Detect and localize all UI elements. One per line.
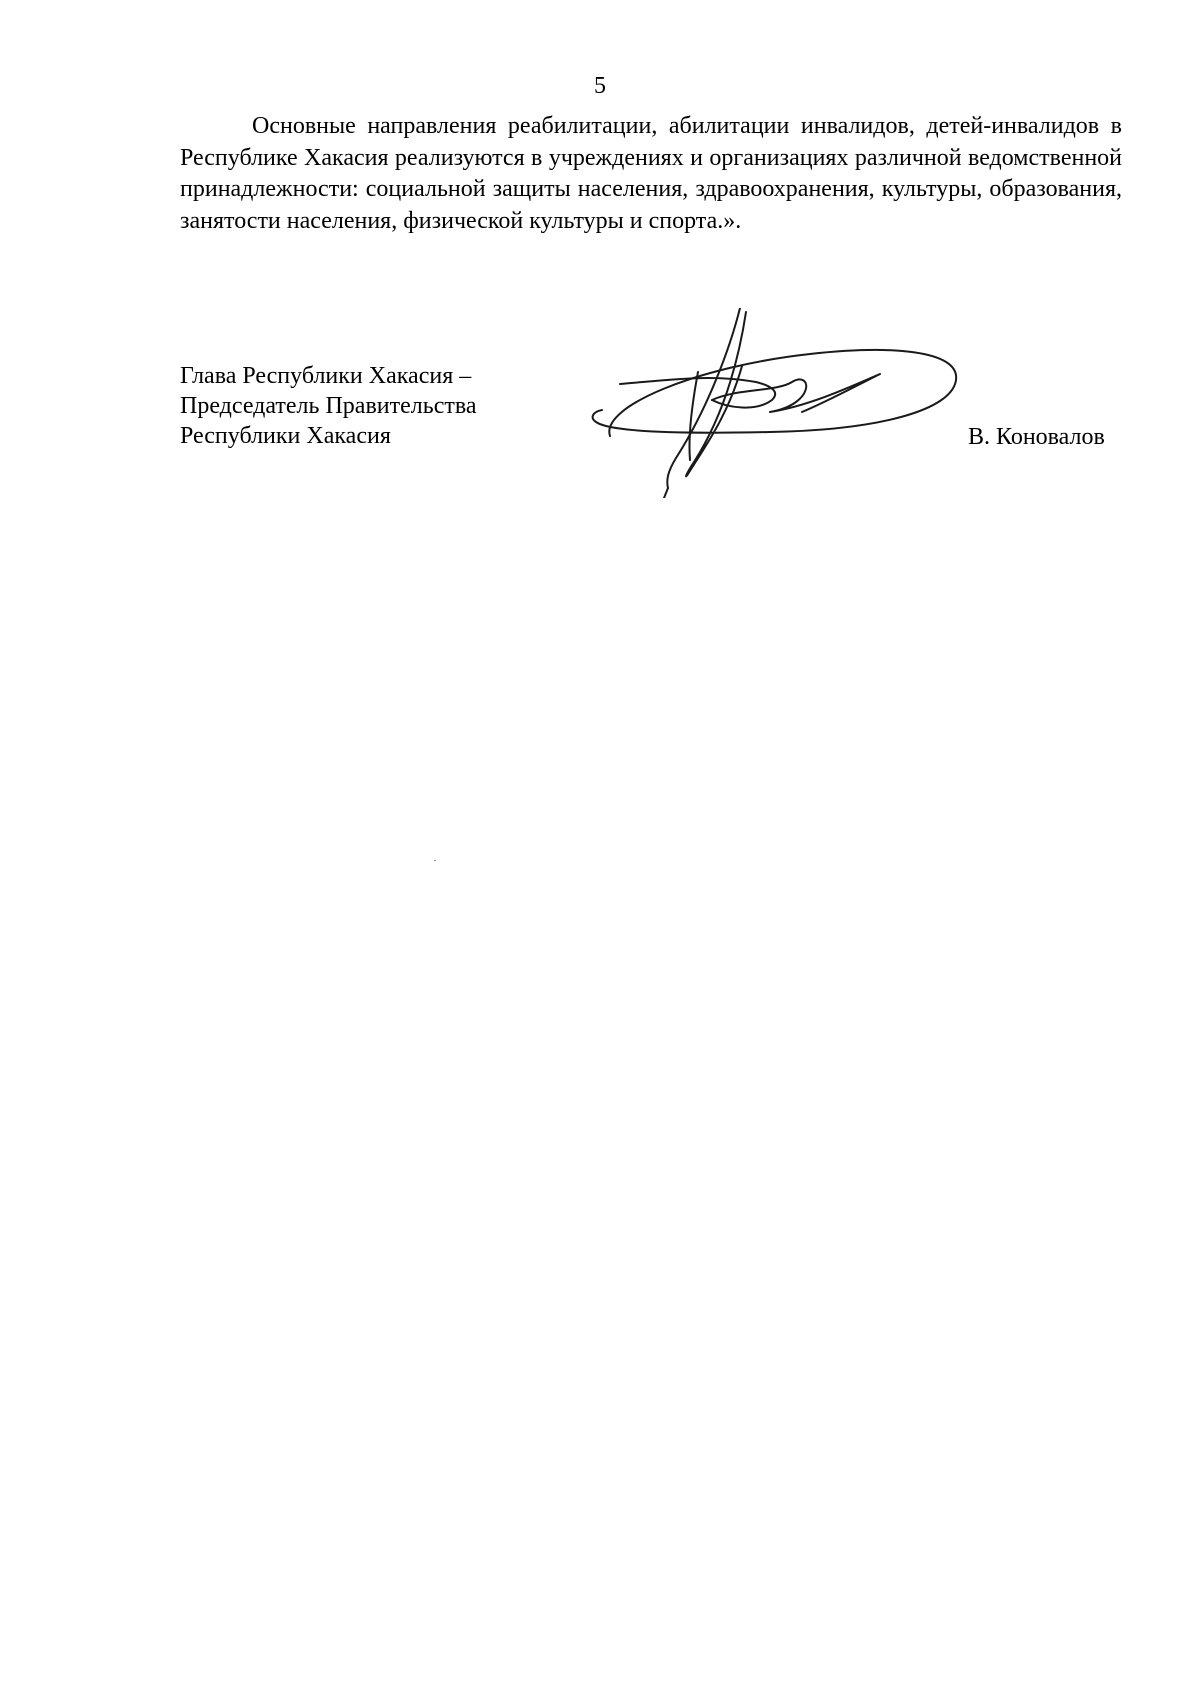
page-number: 5 bbox=[594, 73, 606, 99]
signer-name: В. Коновалов bbox=[968, 424, 1105, 450]
signatory-title-line: Глава Республики Хакасия – bbox=[180, 363, 472, 389]
signatory-title-line: Председатель Правительства bbox=[180, 393, 477, 419]
scan-speck bbox=[434, 860, 436, 861]
body-paragraph: Основные направления реабилитации, абилитации инвалидов, детей-инвалидов в Республике Хакасия реализуются в учреждениях и организациях различной ведомственной принадлежности: социальной защиты населения, здравоохранения, культуры, образования, занятости населения, физической культуры и спорта.». bbox=[180, 113, 1122, 234]
signatory-title-line: Республики Хакасия bbox=[180, 423, 391, 449]
signatory-title bbox=[180, 361, 477, 451]
handwritten-signature bbox=[580, 308, 970, 498]
